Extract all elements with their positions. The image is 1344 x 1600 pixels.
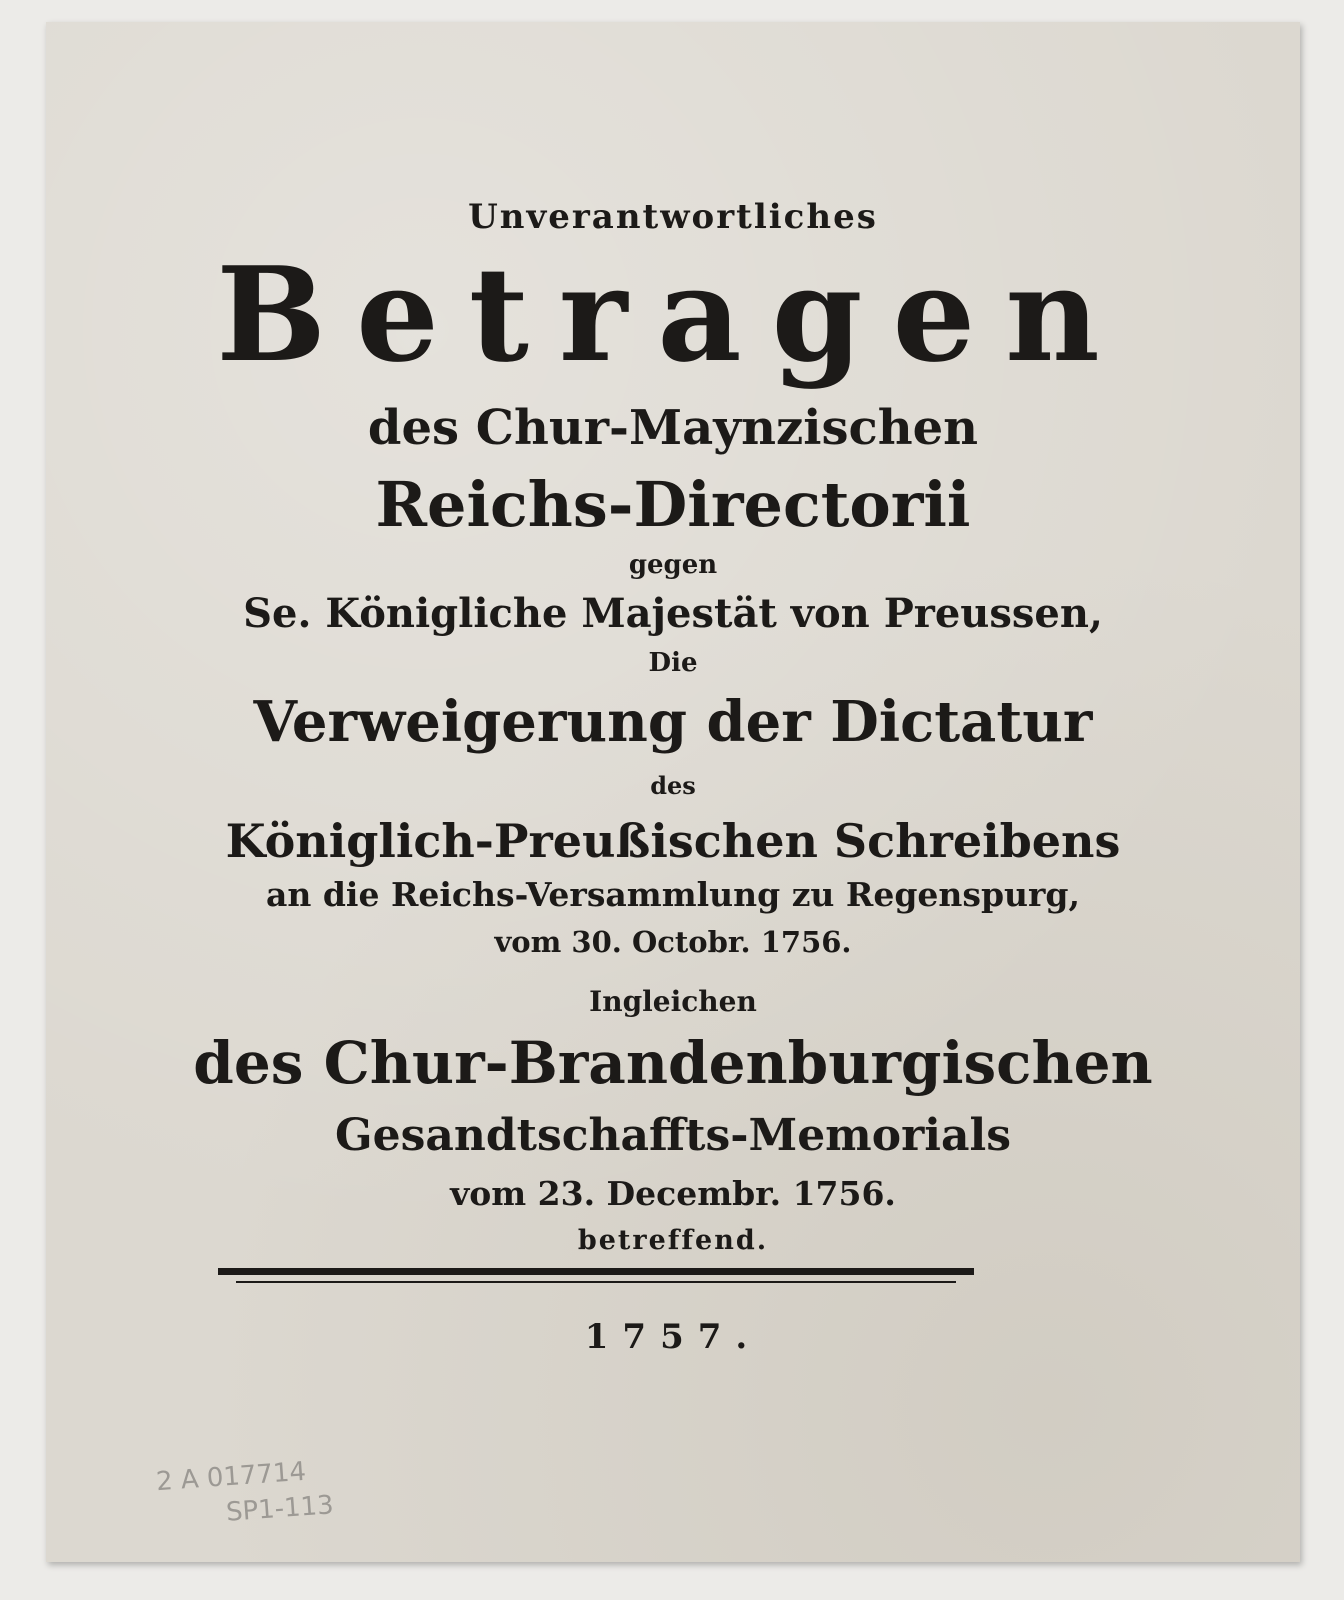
title-line-1: Unverantwortliches <box>468 197 878 237</box>
title-line-12: vom 30. Octobr. 1756. <box>494 925 852 959</box>
title-line-13: Ingleichen <box>589 985 757 1018</box>
thick-rule <box>218 1268 974 1275</box>
thin-rule <box>236 1281 956 1283</box>
title-line-7: Die <box>648 648 698 678</box>
title-line-14: des Chur-Brandenburgischen <box>193 1029 1153 1097</box>
title-line-6: Se. Königliche Majestät von Preussen, <box>243 590 1103 637</box>
title-line-10: Königlich-Preußischen Schreibens <box>225 814 1121 868</box>
title-line-8: Verweigerung der Dictatur <box>253 689 1093 755</box>
title-line-9: des <box>650 771 696 800</box>
title-line-5: gegen <box>628 550 718 580</box>
title-line-11: an die Reichs-Versammlung zu Regenspurg, <box>265 875 1080 914</box>
pencil-note-2: SP1-113 <box>225 1490 335 1528</box>
pencil-note-1: 2 A 017714 <box>155 1456 307 1498</box>
title-line-15: Gesandtschaffts-Memorials <box>335 1110 1011 1161</box>
title-line-4: Reichs-Directorii <box>375 468 971 541</box>
title-line-16: vom 23. Decembr. 1756. <box>450 1174 896 1213</box>
title-main: Betragen <box>216 238 1130 391</box>
document-page <box>46 22 1300 1562</box>
title-line-17: betreffend. <box>577 1225 769 1256</box>
title-line-3: des Chur-Maynzischen <box>367 400 979 456</box>
publication-year: 1757. <box>584 1317 762 1357</box>
